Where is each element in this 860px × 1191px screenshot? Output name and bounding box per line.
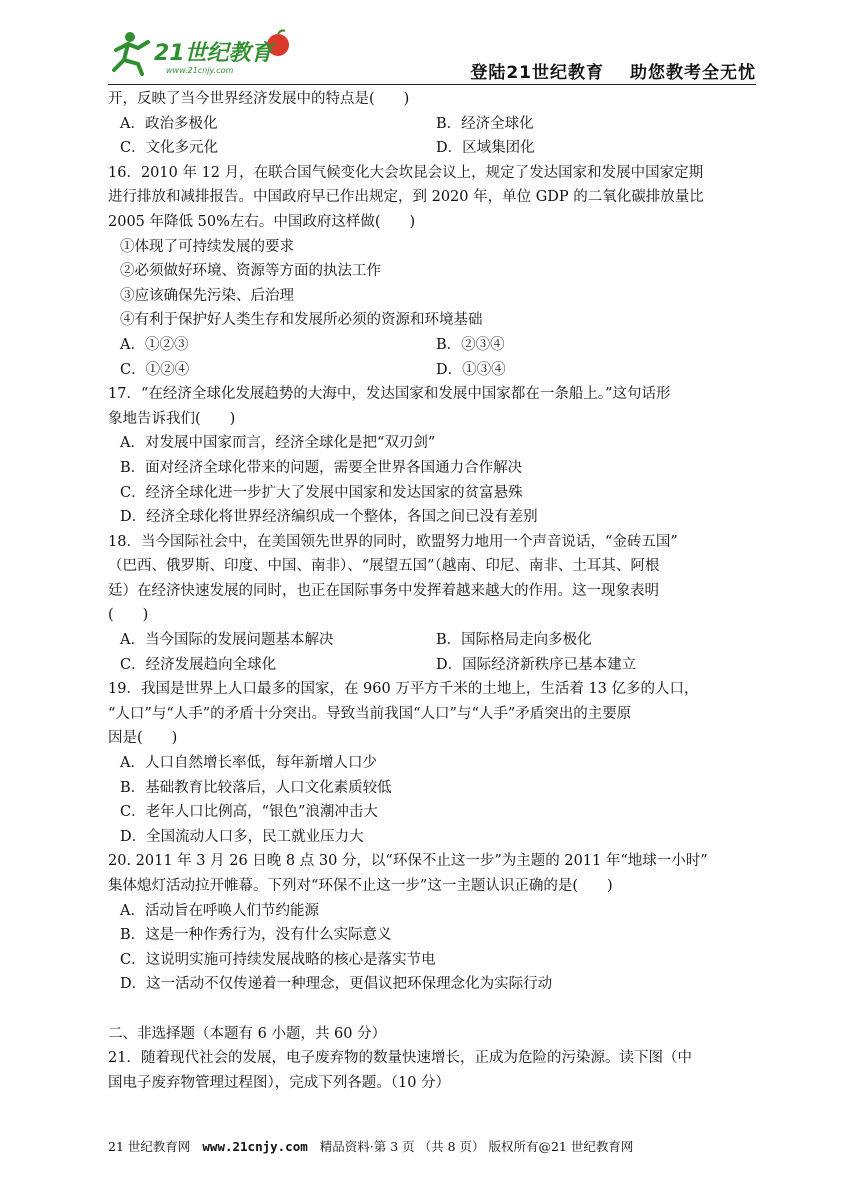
option-right: D．国际经济新秩序已基本建立 (436, 656, 637, 673)
logo-text: 21世纪教育 (154, 41, 273, 66)
option-line: D．全国流动人口多，民工就业压力大 (120, 828, 364, 845)
option-line: ①体现了可持续发展的要求 (120, 238, 294, 255)
text-line: 廷）在经济快速发展的同时，也正在国际事务中发挥着越来越大的作用。这一现象表明 (108, 582, 659, 599)
text-line: 国电子废弃物管理过程图），完成下列各题。（10 分） (108, 1074, 451, 1091)
option-line: B．基础教育比较落后，人口文化素质较低 (120, 779, 392, 796)
option-left: A．当今国际的发展问题基本解决 (120, 632, 334, 649)
footer-info: 精品资料·第 3 页 （共 8 页） 版权所有@21 世纪教育网 (319, 1139, 634, 1154)
text-line: “人口”与“人手”的矛盾十分突出。导致当前我国“人口”与“人手”矛盾突出的主要原 (108, 705, 632, 722)
option-row (108, 628, 758, 653)
blank-line (108, 997, 758, 1022)
option-line: A．人口自然增长率低，每年新增人口少 (120, 755, 377, 772)
option-row (108, 112, 758, 137)
option-line: C．老年人口比例高，“银色”浪潮冲击大 (120, 804, 378, 821)
footer-site: 21 世纪教育网 (108, 1139, 191, 1154)
option-row (108, 653, 758, 678)
option-left: A．政治多极化 (120, 115, 218, 132)
text-line: 象地告诉我们( ) (108, 410, 236, 427)
text-line: ( ) (108, 607, 149, 624)
text-line: 因是( ) (108, 730, 178, 747)
site-logo[interactable] (108, 28, 298, 78)
logo-url: www.21cnjy.com (166, 66, 234, 75)
text-line: 20. 2011 年 3 月 26 日晚 8 点 30 分，以“环保不止这一步”为主题的 2011 年“地球一小时” (108, 853, 708, 870)
option-right: B．经济全球化 (436, 115, 534, 132)
text-line: 19．我国是世界上人口最多的国家，在 960 万平方千米的土地上，生活着 13 亿多的人口， (108, 681, 699, 698)
option-line: ③应该确保先污染、后治理 (120, 287, 294, 304)
option-right: D．区域集团化 (436, 140, 535, 157)
document-body (108, 87, 758, 1095)
option-line: B．面对经济全球化带来的问题，需要全世界各国通力合作解决 (120, 459, 523, 476)
slogan-right: 助您教考全无忧 (630, 63, 756, 83)
footer-url[interactable]: www.21cnjy.com (202, 1139, 308, 1154)
text-line: 21．随着现代社会的发展，电子废弃物的数量快速增长，正成为危险的污染源。读下图（中 (108, 1050, 692, 1067)
text-line: 二、非选择题（本题有 6 小题，共 60 分） (108, 1025, 387, 1042)
option-line: C．这说明实施可持续发展战略的核心是落实节电 (120, 951, 436, 968)
option-line: B．这是一种作秀行为，没有什么实际意义 (120, 927, 392, 944)
option-left: C．①②④ (120, 361, 190, 378)
option-line: A．对发展中国家而言，经济全球化是把“双刃剑” (120, 435, 436, 452)
text-line: 18．当今国际社会中，在美国领先世界的同时，欧盟努力地用一个声音说话，“金砖五国” (108, 533, 678, 550)
text-line: （巴西、俄罗斯、印度、中国、南非）、“展望五国”（越南、印尼、南非、土耳其、阿根 (108, 558, 660, 575)
slogan-left[interactable]: 登陆21世纪教育 (470, 63, 604, 83)
page-footer (108, 1137, 633, 1155)
option-left: C．经济发展趋向全球化 (120, 656, 277, 673)
text-line: 17．“在经济全球化发展趋势的大海中，发达国家和发展中国家都在一条船上。”这句话形 (108, 386, 671, 403)
option-line: ②必须做好环境、资源等方面的执法工作 (120, 263, 381, 280)
header-slogan (470, 58, 756, 83)
option-right: B．国际格局走向多极化 (436, 632, 592, 649)
text-line: 开，反映了当今世界经济发展中的特点是( ) (108, 91, 410, 107)
option-line: D．经济全球化将世界经济编织成一个整体，各国之间已没有差别 (120, 509, 538, 526)
text-line: 16．2010 年 12 月，在联合国气候变化大会坎昆会议上，规定了发达国家和发展中国家定期 (108, 164, 704, 181)
option-right: D．①③④ (436, 361, 506, 378)
option-left: A．①②③ (120, 336, 189, 353)
option-row (108, 136, 758, 161)
option-right: B．②③④ (436, 336, 505, 353)
option-left: C．文化多元化 (120, 140, 219, 157)
option-row (108, 358, 758, 383)
option-line: C．经济全球化进一步扩大了发展中国家和发达国家的贫富悬殊 (120, 484, 523, 501)
option-line: A．活动旨在呼唤人们节约能源 (120, 902, 319, 919)
text-line: 进行排放和减排报告。中国政府早已作出规定，到 2020 年，单位 GDP 的二氧化碳排放量比 (108, 189, 704, 206)
text-line: 2005 年降低 50%左右。中国政府这样做( ) (108, 213, 416, 230)
running-figure-icon (114, 32, 148, 74)
option-line: D．这一活动不仅传递着一种理念，更倡议把环保理念化为实际行动 (120, 976, 553, 993)
text-line: 集体熄灯活动拉开帷幕。下列对“环保不止这一步”这一主题认识正确的是( ) (108, 878, 613, 894)
option-row (108, 333, 758, 358)
header-divider (108, 84, 756, 85)
page-header (108, 28, 756, 84)
option-line: ④有利于保护好人类生存和发展所必须的资源和环境基础 (120, 312, 483, 329)
